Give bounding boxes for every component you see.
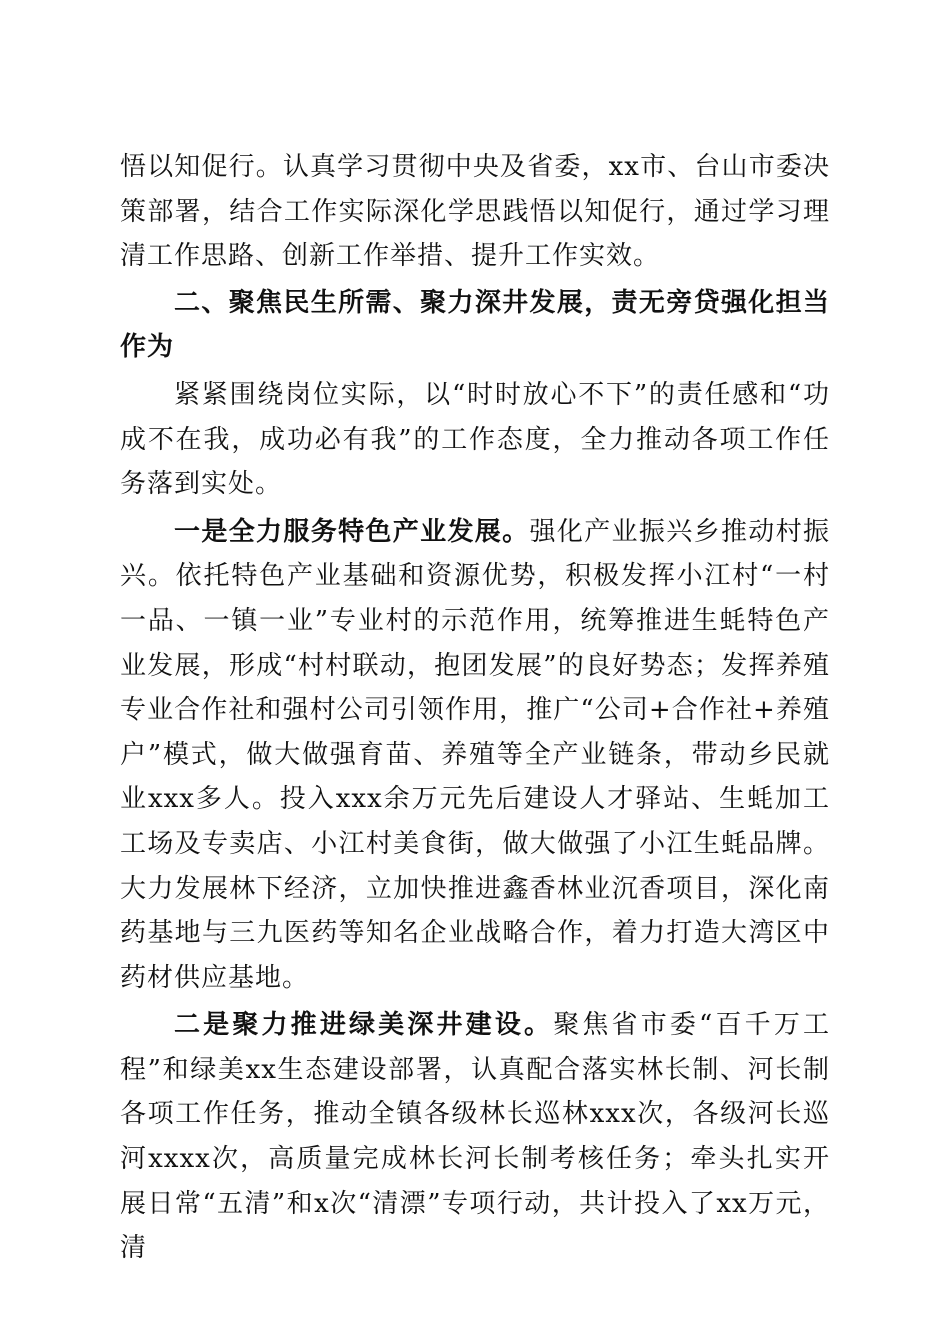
item-two-body: 聚焦省市委“百千万工程”和绿美xx生态建设部署，认真配合落实林长制、河长制各项工作任务，推动全镇各级林长巡林xxx次，各级河长巡河xxxx次，高质量完成林长河长制考核任务；牵头扎实开展日常“五清”和x次“清漂”专项行动，共计投入了xx万元，清 — [120, 1010, 830, 1264]
item-two-lead: 二是聚力推进绿美深井建设。 — [174, 1010, 554, 1041]
document-body — [120, 145, 830, 1271]
continuation-paragraph: 悟以知促行。认真学习贯彻中央及省委，xx市、台山市委决策部署，结合工作实际深化学思践悟以知促行，通过学习理清工作思路、创新工作举措、提升工作实效。 — [120, 152, 830, 272]
item-one-body: 强化产业振兴乡推动村振兴。依托特色产业基础和资源优势，积极发挥小江村“一村一品、一镇一业”专业村的示范作用，统筹推进生蚝特色产业发展，形成“村村联动，抱团发展”的良好势态；发挥养殖专业合作社和强村公司引领作用，推广“公司+合作社+养殖户”模式，做大做强育苗、养殖等全产业链条，带动乡民就业xxx多人。投入xxx余万元先后建设人才驿站、生蚝加工工场及专卖店、小江村美食街，做大做强了小江生蚝品牌。大力发展林下经济，立加快推进鑫香林业沉香项目，深化南药基地与三九医药等知名企业战略合作，着力打造大湾区中药材供应基地。 — [120, 516, 830, 993]
item-one-paragraph — [120, 510, 830, 1001]
section-intro-paragraph: 紧紧围绕岗位实际，以“时时放心不下”的责任感和“功成不在我，成功必有我”的工作态度，全力推动各项工作任务落到实处。 — [120, 379, 830, 500]
section-heading: 二、聚焦民生所需、聚力深井发展，责无旁贷强化担当作为 — [120, 287, 830, 363]
item-two-paragraph — [120, 1003, 830, 1271]
item-one-lead: 一是全力服务特色产业发展。 — [174, 516, 530, 547]
